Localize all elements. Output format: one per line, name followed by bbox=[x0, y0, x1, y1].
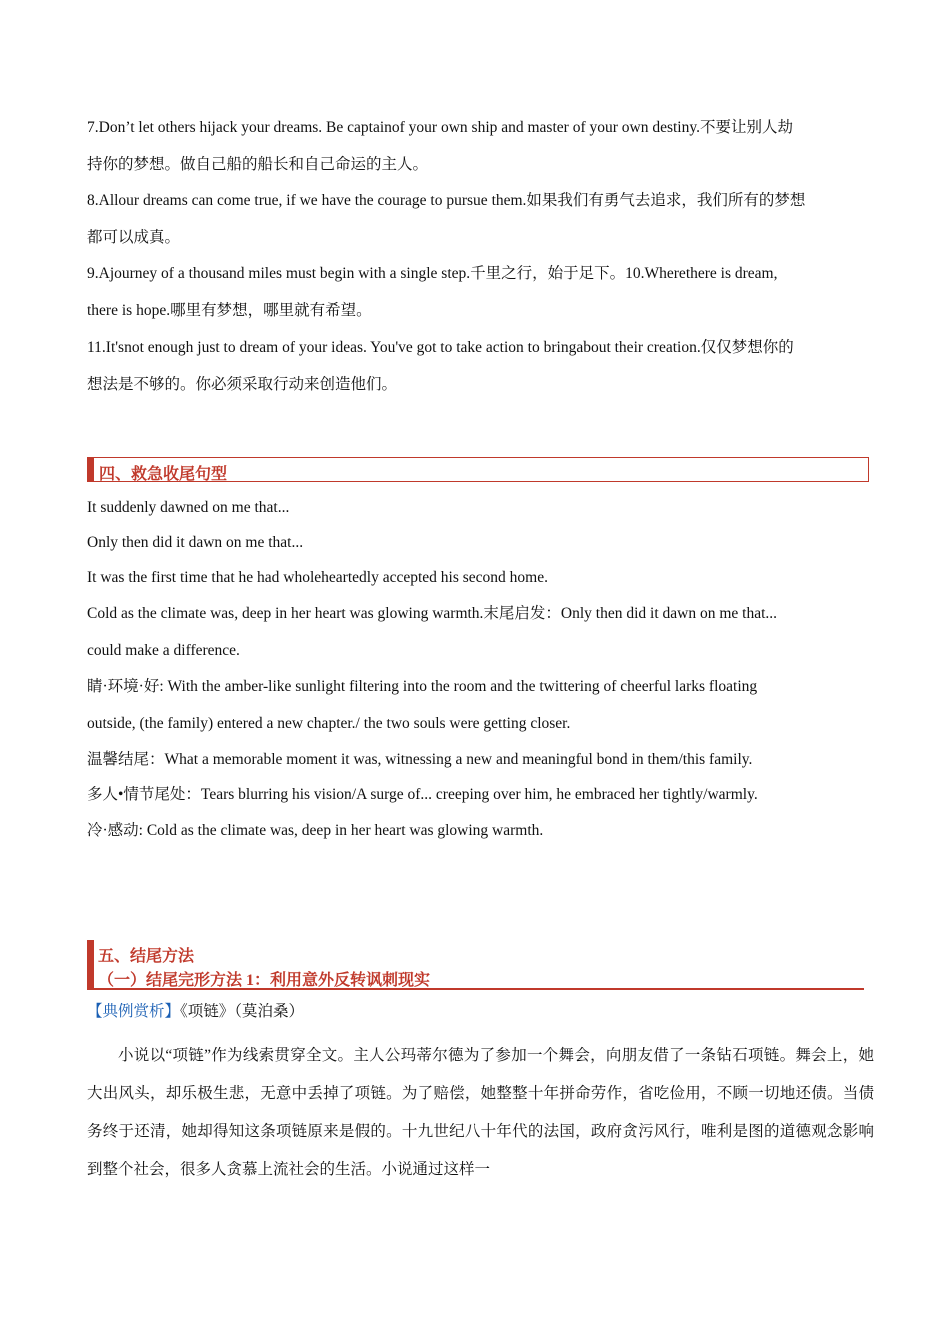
quote-8-line1: 8.Allour dreams can come true, if we have the courage to pursue them.如果我们有勇气去追求，我们所有的梦想 bbox=[87, 192, 806, 209]
example-body: 小说以“项链”作为线索贯穿全文。主人公玛蒂尔德为了参加一个舞会，向朋友借了一条钻石项链。舞会上，她大出风头，却乐极生悲，无意中丢掉了项链。为了赔偿，她整整十年拼命劳作，省吃俭用，不顾一切地还债。当债务终于还清，她却得知这条项链原来是假的。十九世纪八十年代的法国，政府贪污风行，唯利是图的道德观念影响到整个社会，很多人贪慕上流社会的生活。小说通过这样一 bbox=[87, 1047, 874, 1178]
section4-line: 多人•情节尾处：Tears blurring his vision/A surge of... creeping over him, he embraced her tightly/warmly. bbox=[87, 786, 758, 803]
section5-subtitle: （一）结尾完形方法 1：利用意外反转讽刺现实 bbox=[98, 972, 431, 989]
section4-line: could make a difference. bbox=[87, 642, 240, 659]
section5-heading bbox=[87, 940, 864, 990]
section4-line: 冷·感动: Cold as the climate was, deep in her heart was glowing warmth. bbox=[87, 822, 544, 839]
heading-accent-bar bbox=[87, 457, 94, 482]
section4-line: 温馨结尾：What a memorable moment it was, witnessing a new and meaningful bond in them/this family. bbox=[87, 751, 753, 768]
quote-11-line1: 11.It'snot enough just to dream of your ideas. You've got to take action to bringabout their creation.仅仅梦想你的 bbox=[87, 339, 794, 356]
quote-7-line2: 持你的梦想。做自己船的船长和自己命运的主人。 bbox=[87, 156, 429, 173]
section5-title: 五、结尾方法 bbox=[98, 948, 195, 965]
quote-11-line2: 想法是不够的。你必须采取行动来创造他们。 bbox=[87, 376, 398, 393]
example-tag: 【典例赏析】 bbox=[87, 1003, 181, 1020]
heading-accent-bar bbox=[87, 940, 94, 990]
quote-7-line1: 7.Don’t let others hijack your dreams. Be captainof your own ship and master of your own destiny.不要让别人劫 bbox=[87, 119, 793, 136]
quote-9-line1: 9.Ajourney of a thousand miles must begin with a single step.千里之行，始于足下。10.Wherethere is dream, bbox=[87, 265, 778, 282]
section4-title: 四、救急收尾句型 bbox=[99, 466, 228, 483]
example-heading bbox=[87, 1002, 304, 1022]
section4-line: outside, (the family) entered a new chapter./ the two souls were getting closer. bbox=[87, 715, 571, 732]
example-title: 《项链》（莫泊桑） bbox=[180, 1003, 305, 1020]
section4-heading bbox=[87, 457, 869, 482]
section4-line: Only then did it dawn on me that... bbox=[87, 534, 304, 551]
section4-line: 睛·环境·好: With the amber-like sunlight filtering into the room and the twittering of cheerful larks floating bbox=[87, 678, 758, 695]
quote-8-line2: 都可以成真。 bbox=[87, 229, 181, 246]
section4-line: Cold as the climate was, deep in her heart was glowing warmth.末尾启发：Only then did it dawn on me that... bbox=[87, 605, 778, 622]
section4-line: It was the first time that he had wholeheartedly accepted his second home. bbox=[87, 569, 548, 586]
section4-line: It suddenly dawned on me that... bbox=[87, 499, 290, 516]
quote-9-line2: there is hope.哪里有梦想，哪里就有希望。 bbox=[87, 302, 372, 319]
